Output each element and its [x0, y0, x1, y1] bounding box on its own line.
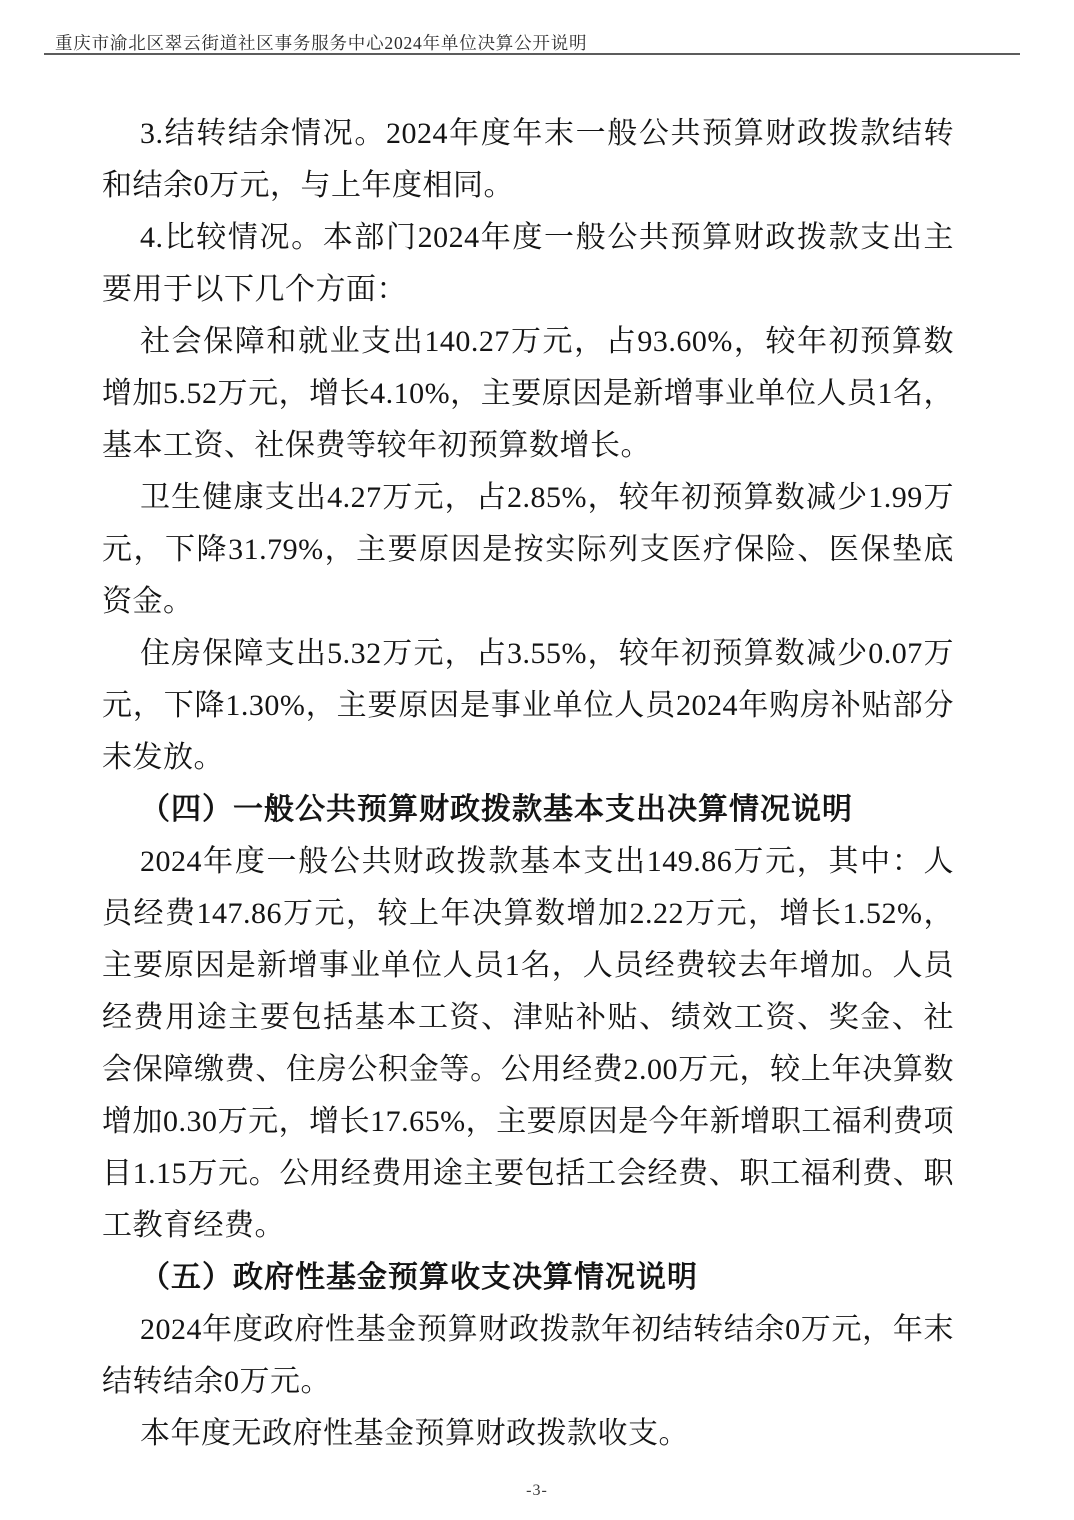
- paragraph: 住房保障支出5.32万元，占3.55%，较年初预算数减少0.07万元，下降1.30%，主要原因是事业单位人员2024年购房补贴部分未发放。: [102, 637, 954, 774]
- paragraph: 社会保障和就业支出140.27万元，占93.60%，较年初预算数增加5.52万元，增长4.10%，主要原因是新增事业单位人员1名，基本工资、社保费等较年初预算数增长。: [102, 325, 954, 462]
- paragraph: 2024年度政府性基金预算财政拨款年初结转结余0万元，年末结转结余0万元。: [102, 1313, 954, 1398]
- document-body: [102, 108, 954, 1460]
- section-heading: （四）一般公共预算财政拨款基本支出决算情况说明: [140, 793, 853, 826]
- paragraph: 3.结转结余情况。2024年度年末一般公共预算财政拨款结转和结余0万元，与上年度相同。: [102, 117, 954, 202]
- paragraph: 4.比较情况。本部门2024年度一般公共预算财政拨款支出主要用于以下几个方面：: [102, 221, 954, 306]
- paragraph: 2024年度一般公共财政拨款基本支出149.86万元，其中：人员经费147.86万元，较上年决算数增加2.22万元，增长1.52%，主要原因是新增事业单位人员1名，人员经费较去年增加。人员经费用途主要包括基本工资、津贴补贴、绩效工资、奖金、社会保障缴费、住房公积金等。公用经费2.00万元，较上年决算数增加0.30万元，增长17.65%，主要原因是今年新增职工福利费项目1.15万元。公用经费用途主要包括工会经费、职工福利费、职工教育经费。: [102, 845, 954, 1242]
- page-header: [55, 30, 1020, 55]
- paragraph: 本年度无政府性基金预算财政拨款收支。: [140, 1417, 689, 1450]
- page-number: -3-: [526, 1482, 548, 1499]
- section-heading: （五）政府性基金预算收支决算情况说明: [140, 1261, 698, 1294]
- header-title: 重庆市渝北区翠云街道社区事务服务中心2024年单位决算公开说明: [55, 33, 588, 53]
- paragraph: 卫生健康支出4.27万元，占2.85%，较年初预算数减少1.99万元，下降31.79%，主要原因是按实际列支医疗保险、医保垫底资金。: [102, 481, 954, 618]
- header-divider: [44, 53, 1020, 55]
